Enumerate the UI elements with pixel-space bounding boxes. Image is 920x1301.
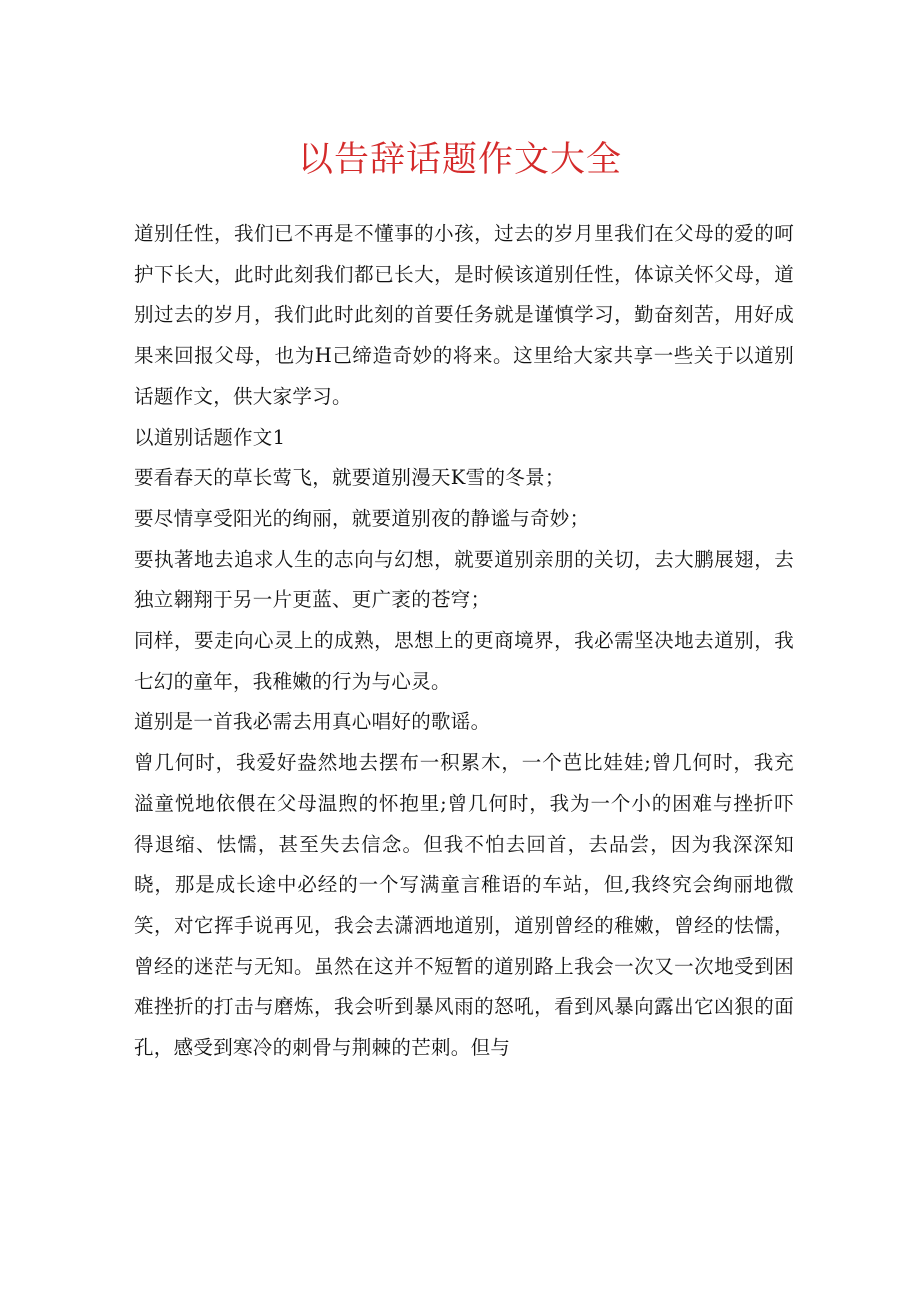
body-paragraph: 同样，要走向心灵上的成熟，思想上的更商境界，我必需坚决地去道别，我七幻的童年，我稚嫩的行为与心灵。: [134, 629, 794, 693]
body-paragraph: 要尽情享受阳光的绚丽，就要道别夜的静谧与奇妙；: [134, 506, 590, 530]
document-title: 以告辞话题作文大全: [297, 140, 622, 180]
intro-paragraph: 道别任性，我们已不再是不懂事的小孩，过去的岁月里我们在父母的爱的呵护下长大，此时此刻我们都已长大，是时候该道别任性，体谅关怀父母，道别过去的岁月，我们此时此刻的首要任务就是谨慎学习，勤奋刻苦，用好成果来回报父母，也为H己缔造奇妙的将来。这里给大家共享一些关于以道别话题作文，供大家学习。: [134, 222, 794, 408]
body-paragraph: 要看春天的草长莺飞，就要道别漫天K雪的冬景；: [134, 466, 565, 490]
body-paragraph: 道别是一首我必需去用真心唱好的歌谣。: [134, 710, 491, 734]
body-paragraph: 曾几何时，我爱好盎然地去摆布一积累木，一个芭比娃娃;曾几何时，我充溢童悦地依偎在父母温煦的怀抱里;曾几何时，我为一个小的困难与挫折吓得退缩、怯懦，甚至失去信念。但我不怕去回首，去品尝，因为我深深知晓，那是成长途中必经的一个写满童言稚语的车站，但,我终究会绚丽地微笑，对它挥手说再见，我会去潇洒地道别，道别曾经的稚嫩，曾经的怯懦，曾经的迷茫与无知。虽然在这并不短暂的道别路上我会一次又一次地受到困难挫折的打击与磨炼，我会听到暴风雨的怒吼，看到风暴向露出它凶狠的面孔，感受到寒冷的刺骨与荆棘的芒刺。但与: [134, 751, 794, 1060]
document-body: [134, 214, 794, 1069]
section-heading: 以道别话题作文1: [134, 425, 286, 449]
body-paragraph: 要执著地去追求人生的志向与幻想，就要道别亲朋的关切，去大鹏展翅，去独立翱翔于另一片更蓝、更广袤的苍穹；: [134, 547, 794, 612]
